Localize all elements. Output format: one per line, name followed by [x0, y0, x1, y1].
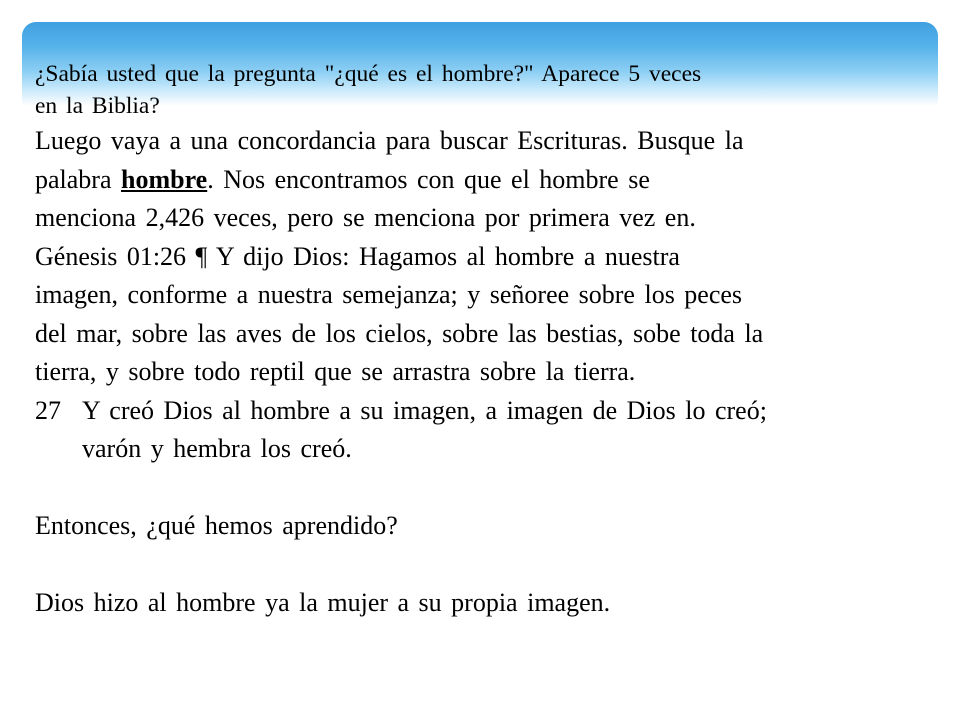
verse-27	[35, 392, 925, 469]
keyword-hombre: hombre	[121, 164, 208, 194]
verse-line-2: varón y hembra los creó.	[82, 434, 352, 463]
genesis-line-2: imagen, conforme a nuestra semejanza; y señoree sobre los peces	[35, 280, 743, 309]
intro-line-1: ¿Sabía usted que la pregunta "¿qué es el hombre?" Aparece 5 veces	[35, 61, 702, 87]
concordance-line-1: Luego vaya a una concordancia para buscar Escrituras. Busque la	[35, 126, 744, 155]
verse-line-1: Y creó Dios al hombre a su imagen, a imagen de Dios lo creó;	[82, 395, 767, 425]
genesis-line-4: tierra, y sobre todo reptil que se arrastra sobre la tierra.	[35, 357, 636, 386]
intro-line-2: en la Biblia?	[35, 93, 160, 119]
spacer	[35, 546, 925, 585]
spacer	[35, 469, 925, 508]
verse-text	[82, 392, 925, 469]
conclusion-line: Dios hizo al hombre ya la mujer a su propia imagen.	[35, 588, 611, 617]
concordance-line-3: menciona 2,426 veces, pero se menciona por primera vez en.	[35, 203, 696, 232]
slide-body	[35, 58, 925, 623]
concordance-line-2-end: . Nos encontramos con que el hombre se	[207, 164, 650, 194]
genesis-line-1: Génesis 01:26 ¶ Y dijo Dios: Hagamos al hombre a nuestra	[35, 241, 680, 271]
verse-number: 27	[35, 395, 61, 425]
intro-paragraph	[35, 58, 925, 122]
concordance-line-2	[35, 161, 925, 200]
genesis-line-3: del mar, sobre las aves de los cielos, sobre las bestias, sobe toda la	[35, 318, 764, 348]
genesis-quote	[35, 238, 925, 392]
question-line: Entonces, ¿qué hemos aprendido?	[35, 511, 398, 540]
concordance-paragraph	[35, 122, 925, 238]
concordance-line-2-start: palabra	[35, 164, 122, 194]
